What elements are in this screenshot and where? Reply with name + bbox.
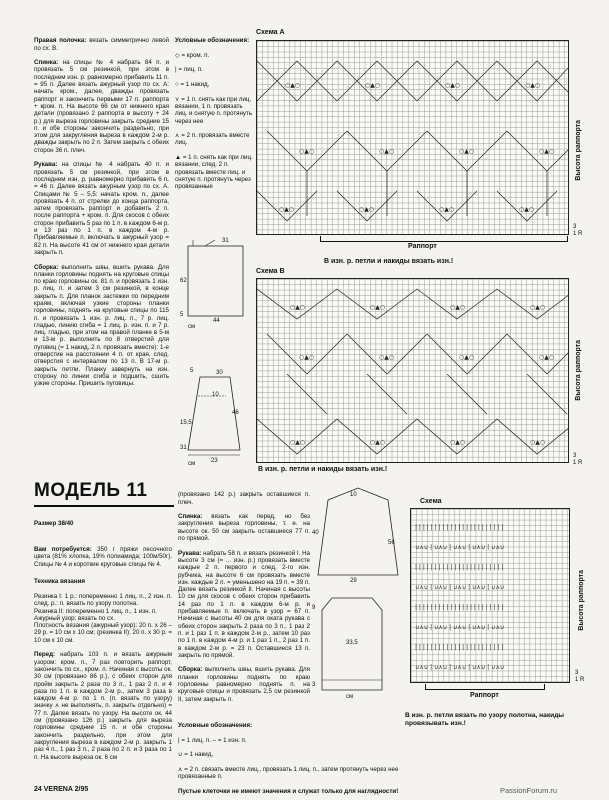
assembly-text: выполнить швы, вшить рукава. Для планки горловины поднять по краю горловины равномерно поднять п. на круговые спицы и провязать 2,5 см резинкой II, затем закрыть п.	[178, 666, 310, 703]
sleeve-dim-1: 31	[222, 238, 229, 244]
schema-c-grid	[410, 508, 570, 683]
schema-b-symbols	[257, 279, 569, 463]
schema-a-title: Схема А	[256, 29, 285, 36]
sleeve-dim-2: 62	[180, 278, 187, 284]
svg-text:| | | | | | | | | | | | | | |: | | | | | | | | | | | | | | | | | | | | | | |	[415, 604, 504, 611]
schema-c-note: В изн. р. петли вязать по узору полотна, накиды провязывать изн.!	[405, 712, 565, 727]
schema-b-title: Схема В	[256, 268, 285, 275]
page-number-value: 24	[34, 786, 42, 793]
magazine-name: VERENA 2/95	[43, 786, 89, 793]
schema-a-note: В изн. р. петли и накиды вязать изн.!	[324, 258, 454, 265]
sleeve2-dim-7: 3	[312, 682, 316, 688]
tech-text: Резинка I: 1 р.: попеременно 1 лиц. п., 2 изн. п. след. р.: п. вязать по узору полотна. Резинка II: попеременно 1 лиц. п., 1 изн. п. Ажурный узор: вязать по сх. Плотность вязания (ажурный узор): 20 п. х 26 – 29 р. = 10 см х 10 см; (резинка II): 20 п. х 30 р. = 10 см х 10 см.	[34, 592, 172, 644]
p4-title: Сборка:	[34, 263, 59, 271]
front-dim-4: 46	[232, 410, 239, 416]
model-text-left	[34, 513, 172, 761]
schema-a-rapport-bracket	[320, 236, 568, 242]
page-number	[34, 786, 88, 793]
svg-text:○▲○: ○▲○	[525, 82, 541, 89]
tech-title: Техника вязания	[34, 578, 85, 586]
svg-text:○▲○: ○▲○	[379, 354, 395, 361]
svg-text:○▲○: ○▲○	[365, 82, 381, 89]
p2-text: на спицы № 4 набрать 84 п. и провязать 5 см резинкой, при этом в последнем изн. р. равномерно прибавить 11 п. = 95 п. Далее вязать ажурный узор по сх. А: начать кром., далее, дважды провязать раппорт и закончить первыми 17 п. раппорта + кром. п. На высоте 66 см от нижнего края детали (провязано 2 раппорта в высоту + 24 р.) для выреза горловины закрыть средние 15 п. и обе стороны закончить раздельно, при этом для закругления выреза в каждом 2-м р. дважды закрыть по 2 п. Затем закрыть с обеих сторон 36 п. плеч.	[34, 59, 169, 154]
front-dim-5: 15,5	[180, 420, 192, 426]
svg-text:○▲○: ○▲○	[370, 439, 386, 446]
svg-text:| | | | | | | | | | | | | | |: | | | | | | | | | | | | | | | | | | | | | | |	[415, 524, 504, 531]
schema-c-rapport-bracket	[425, 684, 545, 690]
middle-text1: (провязано 142 р.) закрыть оставшиеся п. плеч.	[178, 491, 310, 506]
legend-top-title: Условные обозначения:	[175, 37, 250, 45]
svg-text:○▲○: ○▲○	[290, 304, 306, 311]
legend-bottom-title: Условные обозначения:	[178, 722, 253, 730]
legend-bottom	[178, 715, 400, 800]
schema-b-row-3: 3	[573, 453, 577, 459]
back-title: Спинка:	[178, 513, 203, 521]
size-title: Размер 38/40	[34, 520, 74, 528]
schema-a-row-3: 3	[573, 224, 577, 230]
front-units: см	[188, 461, 196, 467]
sleeve2-units: см	[346, 694, 354, 700]
sleeve2-dim-3: 56	[388, 540, 395, 546]
legend-bottom-item: Пустые клеточки не имеют значения и служат только для наглядности!	[178, 787, 399, 795]
schema-c-symbols	[411, 509, 570, 683]
model-rule	[34, 505, 174, 507]
schema-c-row-3: 3	[575, 670, 579, 676]
schema-b-grid	[256, 278, 569, 463]
schema-b-height-label: Высота раппорта	[575, 340, 582, 401]
p4-text: выполнить швы, вшить рукава. Для планки горловины поднять на круговые спицы по краю горловины ок. 81 п. и провязать 1 изн. р. лиц. п. и затем 3 см резинкой, в конце закрыть п. Для планок застежки по передним краям, включая узкие стороны планки горловины, поднять на круговые спицы по 115 п. и провязать 1 изн. р. лиц. п., 7 р. лиц. гладью, линию сгиба = 1 лиц. р. изн. п. и 7 р. лиц. гладью, при этом на правой планке в 5-м и 13-м р. выполнить по 8 отверстий для пуговиц (= 1 накид, 2 п. провязать вместе): 1-е отверстие на расстоянии 4 п. от края, след. отверстия с интервалом по 13 п. В 17-м р. закрыть петли. Планку завернуть на изн. сторону по линии сгиба и подшить, сшить узкие стороны. Пришить пуговицы.	[34, 263, 169, 388]
svg-text:○▲○: ○▲○	[530, 304, 546, 311]
svg-text:○▲○: ○▲○	[379, 148, 395, 155]
schema-c-rapport-label: Раппорт	[470, 692, 499, 699]
p1-text: вязать симметрично левой по сх. В.	[34, 37, 169, 52]
p3-title: Рукава:	[34, 161, 58, 169]
sleeves-title: Рукава:	[178, 549, 202, 557]
legend-item: ⋎ = 1 п. снять как при лиц. вязании, 1 п. провязать лиц. и снятую п. протянуть через нее	[175, 95, 253, 125]
sleeve2-dim-4: 29	[350, 578, 357, 584]
svg-text:○▲○: ○▲○	[530, 439, 546, 446]
schema-a-height-label: Высота раппорта	[575, 120, 582, 181]
p3-text: на спицы № 4 набрать 40 п. и провязать 5 см резинкой, при этом в последнем изн. р. равномерно прибавить 6 п. = 46 п. Далее вязать ажурным узор по сх. А. Спицами № 5 – 5,5: начать кром. п., далее провязать 4 п. от стрелки до конца раппорта, затем провязать раппорт и добавить 2 п. после раппорта + кром. п. Для скосов с обеих сторон прибавить 5 раз по 1 п. в каждом 6-м р. и 13 раз по 1 п. в каждом 4-м р. Прибавляемые п. включать в ажурный узор = 82 п. На высоте 41 см от нижнего края детали закрыть п.	[34, 161, 170, 256]
legend-bottom-item: ∪ = 1 накид,	[178, 751, 214, 759]
svg-text:○▲○: ○▲○	[370, 304, 386, 311]
sleeves-text: набрать 58 п. и вязать резинкой I. На высоте 3 см (= ... изн. р.) провязать вместе каждые 2 п. первого и след. 2-го изн. рубчика, на высоте 6 см провязать вместе изн. каждые 2 п. = уменьшено на 19 п. = 39 п. Далее вязать резинкой II. Начиная с высоты 10 см для скосов с обеих сторон прибавить 14 раз по 1 п. в каждом 6-м р. и прибавляемые п. включать в узор = 67 п. Начиная с высоты 40 см для оката рукава с обеих сторон закрыть 2 раза по 3 п., 1 раз 2 п. и 1 раз 1 п. в каждом 2-м р., затем 10 раз по 1 п. в каждом 4-м р. и 1 раз 1 п., 2 раз 1 п. в каждом 2-м р. = 23 п. Оставшиеся 13 п. закрыть по прямой.	[178, 549, 310, 659]
back-text: вязать как перед, но без закругления выреза горловины, т. е. на высоте ок. 50 см закрыть оставшиеся 77 п. по прямой.	[178, 513, 310, 543]
schema-c-height-label: Высота раппорта	[578, 570, 585, 631]
sleeve-dim-4: 5	[180, 312, 184, 318]
front-dim-1: 5	[190, 368, 194, 374]
legend-item: ▲ = 1 п. снять как при лиц. вязании, след. 2 п. провязать вместе лиц. и снятую п. протянуть через провязанные	[175, 154, 253, 191]
front-dim-6: 23	[211, 458, 218, 464]
front-dim-3: 10	[212, 392, 219, 398]
svg-text:○▲○: ○▲○	[519, 206, 535, 213]
front-title: Перед:	[34, 651, 56, 659]
model-title: МОДЕЛЬ 11	[34, 480, 148, 501]
p1-title: Правая полочка:	[34, 37, 87, 45]
svg-text:○▲○: ○▲○	[445, 82, 461, 89]
svg-text:○▲○: ○▲○	[459, 354, 475, 361]
svg-text:∪⋏∪ | ∪⋏∪ | ∪⋏∪ | ∪⋏∪ | ∪⋏∪: ∪⋏∪ | ∪⋏∪ | ∪⋏∪ | ∪⋏∪ | ∪⋏∪	[415, 624, 505, 631]
schema-c-title: Схема	[420, 498, 442, 505]
legend-bottom-item: ⋏ = 2 п. связать вместе лиц., провязать 1 лиц. п., затем протянуть через нее провязанные п.	[178, 766, 399, 781]
model-text-middle	[178, 484, 310, 703]
svg-text:○▲○: ○▲○	[285, 82, 301, 89]
svg-text:| | | | | | | | | | | | | | |: | | | | | | | | | | | | | | | | | | | | | | |	[415, 644, 504, 651]
schema-b-note: В изн. р. петли и накиды вязать изн.!	[258, 466, 388, 473]
front-dim-7: 31	[180, 445, 187, 451]
schema-a-grid	[256, 40, 569, 235]
needs-title: Вам потребуется:	[34, 546, 92, 554]
svg-text:○▲○: ○▲○	[439, 206, 455, 213]
svg-text:| | | | | | | | | | | | | | |: | | | | | | | | | | | | | | | | | | | | | | |	[415, 564, 504, 571]
svg-text:○▲○: ○▲○	[299, 148, 315, 155]
legend-item: | = лиц. п.	[175, 66, 203, 74]
svg-text:○▲○: ○▲○	[359, 206, 375, 213]
schema-a-row-1: 1 R	[573, 231, 583, 237]
svg-text:∪⋏∪ | ∪⋏∪ | ∪⋏∪ | ∪⋏∪ | ∪⋏∪: ∪⋏∪ | ∪⋏∪ | ∪⋏∪ | ∪⋏∪ | ∪⋏∪	[415, 664, 505, 671]
sleeve2-dim-5: 33,5	[346, 640, 358, 646]
assembly-title: Сборка:	[178, 666, 203, 674]
schema-a-rapport-label: Раппорт	[408, 243, 437, 250]
legend-bottom-item: | = 1 лиц. п. – = 1 изн. п.	[178, 736, 247, 744]
text-column-top-left	[34, 30, 169, 388]
schema-a-symbols	[257, 41, 569, 235]
watermark: PassionForum.ru	[500, 786, 558, 795]
front-dim-2: 30	[216, 370, 223, 376]
front-text: набрать 103 п. и вязать ажурным узором: кром. п., 7 раз повторить раппорт, закончить по сх., кром. п. Начиная с высоты ок. 30 см (провязано 86 р.), с обеих сторон для пройм закрыть 2 раза по 3 п., 1 раз 2 п. и 4 раза по 1 п. в каждом 2-м р., затем 3 раза в каждом 4-м р. по 1 п. (п. вязать по узору) значку ⋏ не выполнять, п. закрыть отдельно) = 77 п. Далее вязать по узору. На высоте ок. 44 см (провязано 126 р.) закрыть для выреза горловины средние 15 п. и обе стороны закончить раздельно, при этом для закругления выреза в каждом 2-м р. закрыть 1 раз 4 п., 1 раз 3 п., 2 раза по 2 п. и 3 раза по 1 п. На высоте выреза ок. 6 см	[34, 651, 172, 761]
legend-item: ◇ = кром. п.	[175, 51, 210, 59]
svg-text:○▲○: ○▲○	[450, 304, 466, 311]
needs-text: 350 г пряжи песочного цвета (81% хлопка, 19% полиамида; 100м/50г). Спицы № 4 и короткие круговые спицы № 4.	[34, 546, 172, 568]
svg-text:○▲○: ○▲○	[539, 354, 555, 361]
svg-text:○▲○: ○▲○	[459, 148, 475, 155]
svg-text:○▲○: ○▲○	[450, 439, 466, 446]
sleeve-units: см	[188, 324, 196, 330]
svg-text:○▲○: ○▲○	[539, 148, 555, 155]
sleeve2-dim-2: 40	[312, 530, 319, 536]
legend-item: ○ = 1 накид,	[175, 81, 210, 89]
sleeve2-dim-1: 10	[350, 492, 357, 498]
svg-text:○▲○: ○▲○	[299, 354, 315, 361]
legend-top	[175, 30, 255, 198]
svg-text:∪⋏∪ | ∪⋏∪ | ∪⋏∪ | ∪⋏∪ | ∪⋏∪: ∪⋏∪ | ∪⋏∪ | ∪⋏∪ | ∪⋏∪ | ∪⋏∪	[415, 584, 505, 591]
schema-b-row-1: 1 R	[573, 460, 583, 466]
schema-c-row-1: 1 R	[575, 677, 585, 683]
svg-text:∪⋏∪ | ∪⋏∪ | ∪⋏∪ | ∪⋏∪ | ∪⋏∪: ∪⋏∪ | ∪⋏∪ | ∪⋏∪ | ∪⋏∪ | ∪⋏∪	[415, 544, 505, 551]
legend-item: ⋏ = 2 п. провязать вместе лиц.	[175, 132, 250, 147]
sleeve2-dim-6: 9	[312, 605, 316, 611]
sleeve-dim-3: 44	[213, 318, 220, 324]
svg-text:○▲○: ○▲○	[279, 206, 295, 213]
svg-text:○▲○: ○▲○	[290, 439, 306, 446]
p2-title: Спинка:	[34, 59, 59, 67]
